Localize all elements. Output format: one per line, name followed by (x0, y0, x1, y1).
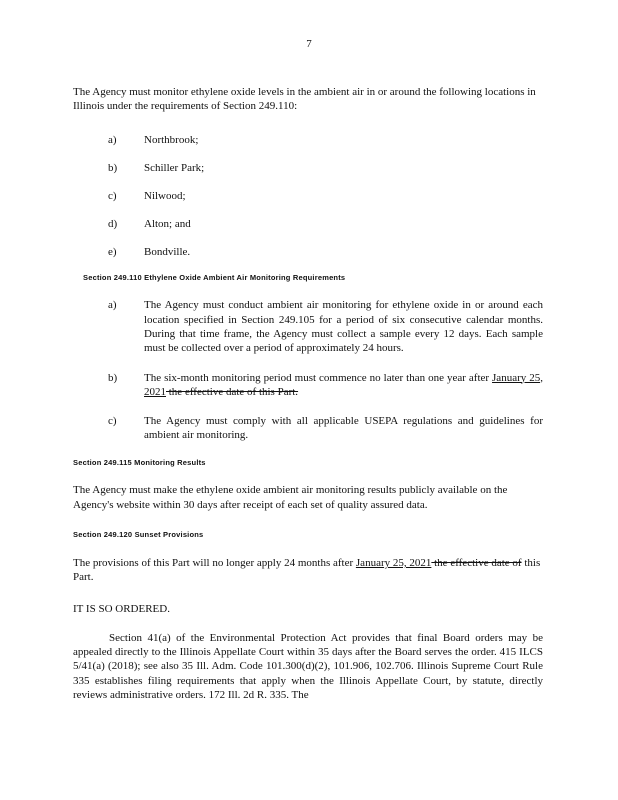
deleted-text: the effective date of this Part. (166, 385, 299, 398)
section-heading-249-115: Section 249.115 Monitoring Results (73, 457, 206, 467)
intro-paragraph: The Agency must monitor ethylene oxide levels in the ambient air in or around the following locations in Illinois under the requirements of Section 249.110: (73, 86, 536, 113)
subsection-b: b) The six-month monitoring period must commence no later than one year after January 25, 2021 the effective date of this Part. (108, 371, 543, 398)
section-heading-249-120: Section 249.120 Sunset Provisions (73, 530, 204, 540)
page-number: 7 (306, 38, 312, 50)
order-statement: IT IS SO ORDERED. (73, 603, 170, 616)
inserted-text: January 25, 2021 (144, 371, 543, 398)
inserted-text: January 25, 2021 (355, 556, 432, 569)
appeal-paragraph: Section 41(a) of the Environmental Protection Act provides that final Board orders may be appealed directly to the Illinois Appellate Court within 35 days after the Board serves the order. 415 ILCS 5/41(a) (2018); see also 35 Ill. Adm. Code 101.300(d)(2), 101.906, 102.706. Illinois Supreme Court Rule 335 establishes filing requirements that apply when the Illinois Appellate Court, by statute, directly reviews administrative orders. 172 Ill. 2d R. 335. The (73, 631, 543, 701)
list-item: c) Nilwood; (108, 189, 186, 202)
list-item: a) Northbrook; (108, 133, 199, 146)
document-body (73, 85, 543, 702)
subsection-c: c) The Agency must comply with all applicable USEPA regulations and guidelines for ambient air monitoring. (108, 415, 543, 442)
locations-list (73, 133, 543, 259)
subsection-a: a) The Agency must conduct ambient air monitoring for ethylene oxide in or around each location specified in Section 249.105 for a period of six consecutive calendar months. During that time frame, the Agency must collect a sample every 12 days. Each sample must be collected over a period of approximately 24 hours. (108, 299, 543, 355)
list-item: d) Alton; and (108, 217, 191, 230)
monitoring-results-paragraph: The Agency must make the ethylene oxide ambient air monitoring results publicly available on the Agency's website within 30 days after receipt of each set of quality assured data. (73, 484, 508, 511)
list-item: b) Schiller Park; (108, 161, 205, 174)
sunset-paragraph: The provisions of this Part will no longer apply 24 months after January 25, 2021 the effective date of this Part. (73, 556, 541, 584)
list-item: e) Bondville. (108, 245, 191, 258)
section-heading-249-110: Section 249.110 Ethylene Oxide Ambient Air Monitoring Requirements (83, 272, 346, 282)
deleted-text: the effective date of (431, 556, 522, 569)
